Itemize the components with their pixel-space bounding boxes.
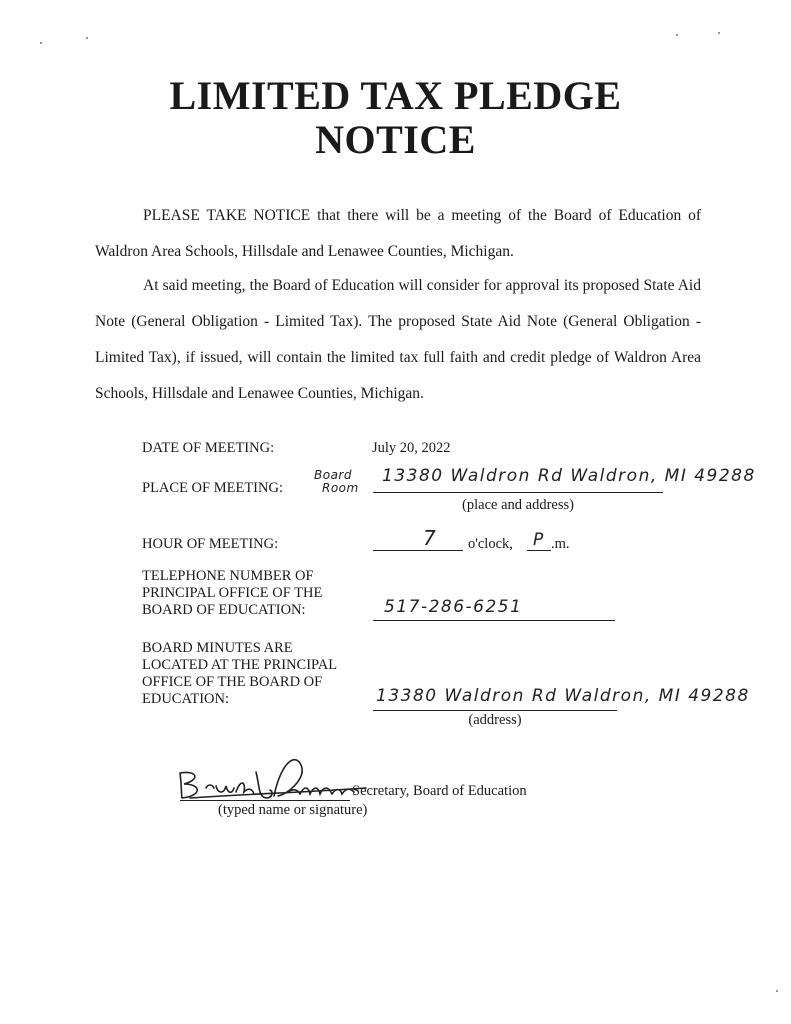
minutes-label-line3: OFFICE OF THE BOARD OF xyxy=(142,674,323,690)
minutes-underline xyxy=(373,710,617,711)
page-title-line2: NOTICE xyxy=(315,117,476,162)
signature-caption: (typed name or signature) xyxy=(218,802,368,818)
minutes-label-line4: EDUCATION: xyxy=(142,691,229,707)
minutes-caption: (address) xyxy=(468,712,522,728)
scan-speck xyxy=(86,37,88,39)
hour-ampm-value: P xyxy=(533,530,545,550)
place-note-line2: Room xyxy=(322,481,359,495)
hour-label: HOUR OF MEETING: xyxy=(142,536,279,552)
notice-paragraph-1 xyxy=(95,198,701,270)
scan-speck xyxy=(40,42,42,44)
place-caption: (place and address) xyxy=(462,497,574,513)
date-label: DATE OF MEETING: xyxy=(142,440,275,456)
place-label: PLACE OF MEETING: xyxy=(142,480,283,496)
hour-oclock: o'clock, xyxy=(468,536,513,552)
phone-value: 517-286-6251 xyxy=(384,597,523,617)
minutes-label-line2: LOCATED AT THE PRINCIPAL xyxy=(142,657,338,673)
scan-speck xyxy=(718,32,720,34)
phone-underline xyxy=(373,620,615,621)
hour-value: 7 xyxy=(423,526,438,550)
ampm-underline xyxy=(527,550,551,551)
hour-underline xyxy=(373,550,463,551)
phone-label-line2: PRINCIPAL OFFICE OF THE xyxy=(142,585,323,601)
page-title-line1: LIMITED TAX PLEDGE xyxy=(169,73,622,118)
date-value: July 20, 2022 xyxy=(372,440,451,456)
signature-line xyxy=(180,800,350,801)
hour-suffix: .m. xyxy=(551,536,570,552)
signature-role: Secretary, Board of Education xyxy=(352,783,527,799)
place-underline xyxy=(373,492,663,493)
place-value: 13380 Waldron Rd Waldron, MI 49288 xyxy=(382,466,756,486)
scan-speck xyxy=(776,990,778,992)
minutes-value: 13380 Waldron Rd Waldron, MI 49288 xyxy=(376,686,750,706)
phone-label-line1: TELEPHONE NUMBER OF xyxy=(142,568,314,584)
notice-paragraph-2 xyxy=(95,268,701,412)
notice-paragraph-1-text: PLEASE TAKE NOTICE that there will be a meeting of the Board of Education of Waldron Area Schools, Hillsdale and Lenawee Counties, Michigan. xyxy=(95,207,701,260)
place-note-line1: Board xyxy=(314,468,352,482)
notice-paragraph-2-text: At said meeting, the Board of Education will consider for approval its proposed State Aid Note (General Obligation - Limited Tax). The proposed State Aid Note (General Obligation - Limited Tax), if issued, will contain the limited tax full faith and credit pledge of Waldron Area Schools, Hillsdale and Lenawee Counties, Michigan. xyxy=(95,277,701,402)
scan-speck xyxy=(676,34,678,36)
phone-label-line3: BOARD OF EDUCATION: xyxy=(142,602,306,618)
signature-image xyxy=(170,748,370,806)
minutes-label-line1: BOARD MINUTES ARE xyxy=(142,640,293,656)
